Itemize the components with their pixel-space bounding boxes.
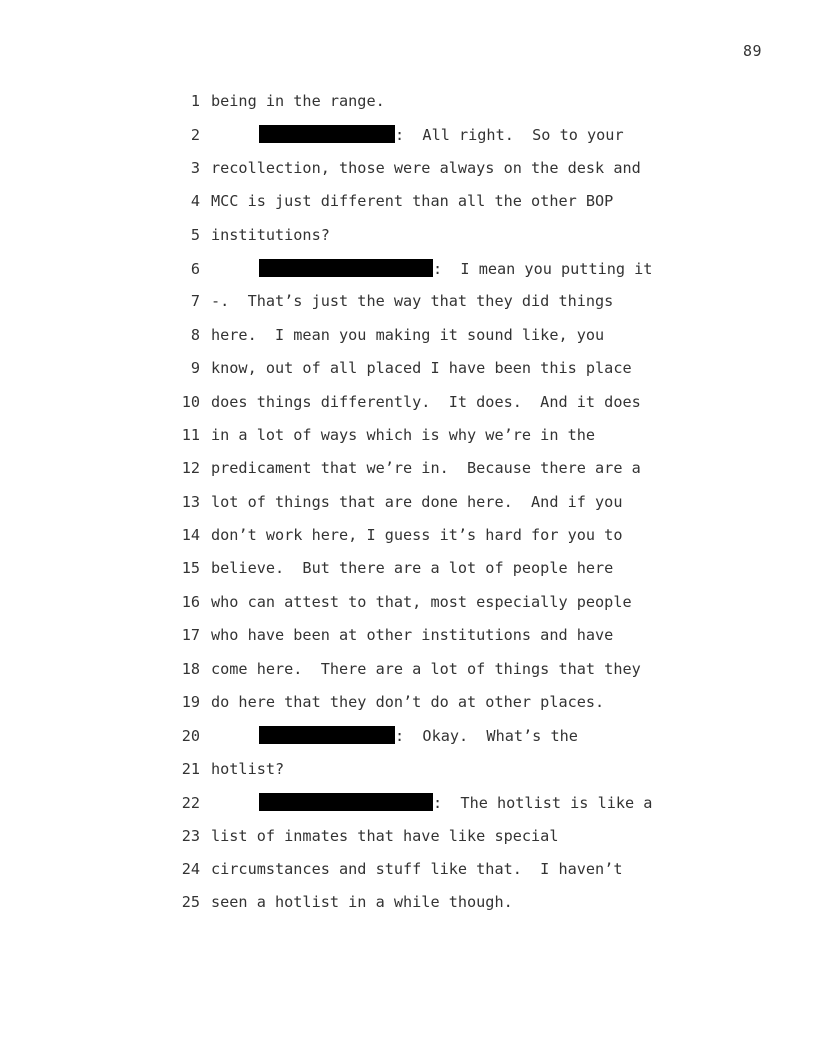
transcript-line xyxy=(170,660,690,693)
line-text: predicament that we’re in. Because there are a xyxy=(211,459,641,478)
transcript-body xyxy=(170,92,690,927)
transcript-line xyxy=(170,559,690,592)
line-text: being in the range. xyxy=(211,92,385,110)
line-text: believe. But there are a lot of people here xyxy=(211,559,614,578)
line-text: here. I mean you making it sound like, you xyxy=(211,325,605,344)
line-text-container xyxy=(211,259,652,278)
transcript-line xyxy=(170,493,690,526)
line-number: 10 xyxy=(181,392,200,411)
line-text: come here. There are a lot of things that they xyxy=(211,659,641,678)
line-text-container xyxy=(211,426,595,444)
line-number: 6 xyxy=(190,259,200,278)
line-number: 18 xyxy=(181,659,200,678)
transcript-line xyxy=(170,92,690,125)
line-text: circumstances and stuff like that. I haven’t xyxy=(211,859,623,878)
line-text: institutions? xyxy=(211,225,330,244)
transcript-line xyxy=(170,359,690,392)
line-number: 14 xyxy=(181,526,200,545)
line-text: : Okay. What’s the xyxy=(395,727,578,746)
transcript-line xyxy=(170,326,690,359)
redaction-box xyxy=(259,726,395,744)
line-text-container xyxy=(211,827,558,845)
redaction-box xyxy=(259,793,433,811)
line-number: 17 xyxy=(181,626,200,645)
line-text-container xyxy=(211,793,652,812)
line-text-container xyxy=(211,459,641,477)
line-text: recollection, those were always on the desk and xyxy=(211,158,641,177)
line-text: who have been at other institutions and have xyxy=(211,626,614,645)
line-text: -. That’s just the way that they did things xyxy=(211,292,614,311)
transcript-line xyxy=(170,827,690,860)
transcript-line xyxy=(170,526,690,559)
line-text-container xyxy=(211,559,613,577)
line-text: : All right. So to your xyxy=(395,126,624,145)
line-text-container xyxy=(211,593,632,611)
line-number: 2 xyxy=(190,126,200,145)
line-number: 24 xyxy=(181,859,200,878)
line-text: do here that they don’t do at other places. xyxy=(211,693,605,712)
redaction-box xyxy=(259,125,395,143)
transcript-line xyxy=(170,226,690,259)
transcript-line xyxy=(170,426,690,459)
transcript-line xyxy=(170,726,690,759)
line-text-container xyxy=(211,125,624,144)
line-text-container xyxy=(211,226,330,244)
line-text: does things differently. It does. And it does xyxy=(211,392,641,411)
transcript-line xyxy=(170,159,690,192)
line-number: 3 xyxy=(190,158,200,177)
line-number: 21 xyxy=(181,759,200,778)
line-number: 13 xyxy=(181,492,200,511)
line-number: 11 xyxy=(181,425,200,444)
line-text: hotlist? xyxy=(211,759,285,778)
line-number: 8 xyxy=(190,325,200,344)
line-text: seen a hotlist in a while though. xyxy=(211,893,513,912)
transcript-line xyxy=(170,593,690,626)
line-number: 19 xyxy=(181,693,200,712)
transcript-line xyxy=(170,259,690,292)
line-text-container xyxy=(211,760,284,778)
line-text-container xyxy=(211,326,604,344)
transcript-line xyxy=(170,292,690,325)
transcript-line xyxy=(170,626,690,659)
line-text-container xyxy=(211,92,385,110)
line-number: 9 xyxy=(190,359,200,378)
line-text: in a lot of ways which is why we’re in the xyxy=(211,425,596,444)
redaction-box xyxy=(259,259,433,277)
line-text: don’t work here, I guess it’s hard for you to xyxy=(211,526,623,545)
line-number: 20 xyxy=(181,727,200,746)
line-text-container xyxy=(211,693,604,711)
line-text-container xyxy=(211,359,632,377)
line-number: 4 xyxy=(190,192,200,211)
line-number: 15 xyxy=(181,559,200,578)
line-text: know, out of all placed I have been this place xyxy=(211,359,632,378)
transcript-line xyxy=(170,693,690,726)
line-text-container xyxy=(211,893,513,911)
line-text-container xyxy=(211,292,613,310)
page-number: 89 xyxy=(742,42,762,60)
line-text-container xyxy=(211,860,622,878)
transcript-line xyxy=(170,459,690,492)
transcript-line xyxy=(170,393,690,426)
line-text-container xyxy=(211,192,613,210)
line-number: 16 xyxy=(181,592,200,611)
line-text-container xyxy=(211,493,622,511)
line-text: list of inmates that have like special xyxy=(211,826,559,845)
line-number: 7 xyxy=(190,292,200,311)
line-number: 22 xyxy=(181,794,200,813)
line-text: : I mean you putting it xyxy=(433,259,653,278)
transcript-line xyxy=(170,192,690,225)
line-text: MCC is just different than all the other BOP xyxy=(211,192,614,211)
transcript-line xyxy=(170,125,690,158)
transcript-line xyxy=(170,893,690,926)
transcript-line xyxy=(170,793,690,826)
line-text-container xyxy=(211,526,622,544)
line-text-container xyxy=(211,660,641,678)
transcript-line xyxy=(170,860,690,893)
line-text-container xyxy=(211,393,641,411)
line-text: : The hotlist is like a xyxy=(433,794,653,813)
line-text-container xyxy=(211,726,578,745)
line-number: 12 xyxy=(181,459,200,478)
line-text-container xyxy=(211,159,641,177)
line-number: 1 xyxy=(190,92,200,110)
line-number: 5 xyxy=(190,225,200,244)
transcript-line xyxy=(170,760,690,793)
line-text: lot of things that are done here. And if you xyxy=(211,492,623,511)
line-text-container xyxy=(211,626,613,644)
line-number: 23 xyxy=(181,826,200,845)
line-number: 25 xyxy=(181,893,200,912)
line-text: who can attest to that, most especially people xyxy=(211,592,632,611)
